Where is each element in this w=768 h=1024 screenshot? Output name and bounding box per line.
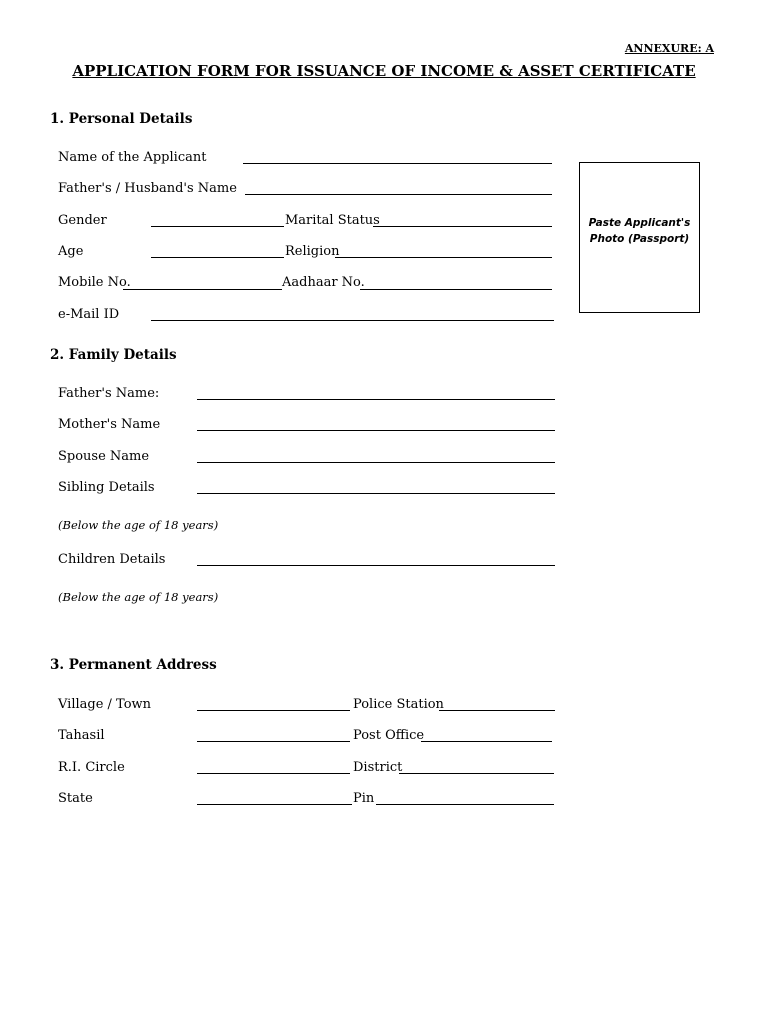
mother-name-label: Mother's Name bbox=[58, 417, 161, 432]
mother-name-field[interactable] bbox=[197, 430, 555, 431]
photo-box bbox=[579, 162, 700, 313]
ri-circle-label: R.I. Circle bbox=[58, 760, 125, 775]
age-field[interactable] bbox=[151, 257, 284, 258]
age-label: Age bbox=[58, 244, 84, 259]
spouse-name-label: Spouse Name bbox=[58, 449, 150, 464]
tahasil-field[interactable] bbox=[197, 741, 350, 742]
post-office-label: Post Office bbox=[353, 728, 425, 743]
district-label: District bbox=[353, 760, 403, 775]
state-field[interactable] bbox=[197, 804, 352, 805]
religion-field[interactable] bbox=[335, 257, 552, 258]
religion-label: Religion bbox=[285, 244, 340, 259]
marital-status-field[interactable] bbox=[373, 226, 552, 227]
father-name-label: Father's Name: bbox=[58, 386, 160, 401]
applicant-name-field[interactable] bbox=[243, 163, 552, 164]
sibling-details-label: Sibling Details bbox=[58, 480, 155, 495]
father-husband-name-field[interactable] bbox=[245, 194, 552, 195]
father-name-field[interactable] bbox=[197, 399, 555, 400]
pin-field[interactable] bbox=[376, 804, 554, 805]
police-station-label: Police Station bbox=[353, 697, 444, 712]
post-office-field[interactable] bbox=[421, 741, 552, 742]
tahasil-label: Tahasil bbox=[58, 728, 105, 743]
village-town-label: Village / Town bbox=[58, 697, 152, 712]
aadhaar-field[interactable] bbox=[360, 289, 552, 290]
sibling-age-note: (Below the age of 18 years) bbox=[58, 518, 219, 532]
village-town-field[interactable] bbox=[197, 710, 350, 711]
sibling-details-field[interactable] bbox=[197, 493, 555, 494]
police-station-field[interactable] bbox=[439, 710, 555, 711]
gender-label: Gender bbox=[58, 213, 107, 228]
annexure-label: ANNEXURE: A bbox=[624, 42, 714, 55]
pin-label: Pin bbox=[353, 791, 375, 806]
email-label: e-Mail ID bbox=[58, 307, 120, 322]
spouse-name-field[interactable] bbox=[197, 462, 555, 463]
form-title: APPLICATION FORM FOR ISSUANCE OF INCOME & ASSET CERTIFICATE bbox=[72, 62, 696, 80]
ri-circle-field[interactable] bbox=[197, 773, 350, 774]
father-husband-name-label: Father's / Husband's Name bbox=[58, 181, 237, 196]
district-field[interactable] bbox=[399, 773, 554, 774]
children-details-label: Children Details bbox=[58, 552, 166, 567]
gender-field[interactable] bbox=[151, 226, 284, 227]
aadhaar-label: Aadhaar No. bbox=[282, 275, 365, 290]
children-age-note: (Below the age of 18 years) bbox=[58, 590, 219, 604]
state-label: State bbox=[58, 791, 93, 806]
section-heading-family: 2. Family Details bbox=[50, 347, 177, 363]
section-heading-address: 3. Permanent Address bbox=[50, 657, 217, 673]
applicant-name-label: Name of the Applicant bbox=[58, 150, 207, 165]
marital-status-label: Marital Status bbox=[285, 213, 380, 228]
mobile-label: Mobile No. bbox=[58, 275, 131, 290]
mobile-field[interactable] bbox=[123, 289, 282, 290]
photo-instruction: Paste Applicant's Photo (Passport) bbox=[588, 217, 691, 245]
email-field[interactable] bbox=[151, 320, 554, 321]
children-details-field[interactable] bbox=[197, 565, 555, 566]
section-heading-personal: 1. Personal Details bbox=[50, 111, 193, 127]
